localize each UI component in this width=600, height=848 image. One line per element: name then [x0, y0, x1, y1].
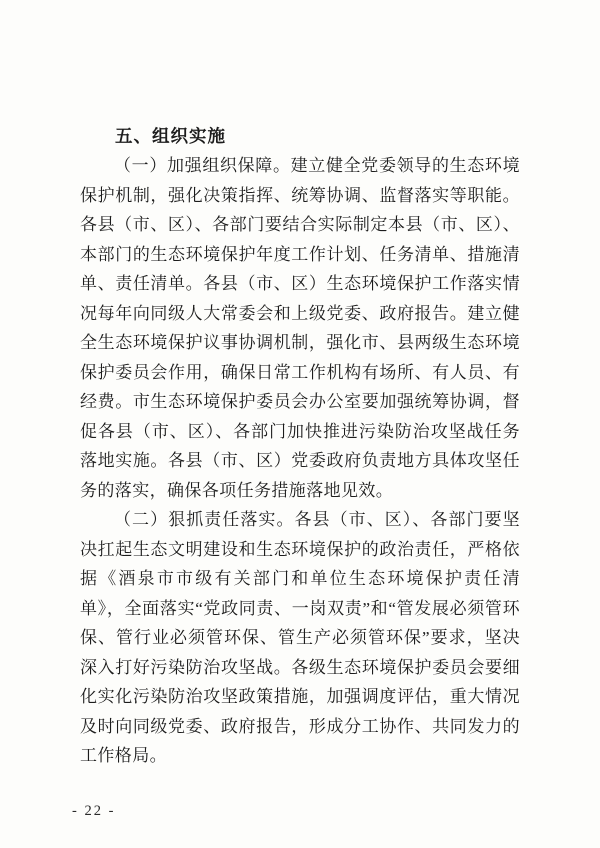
paragraph-1: （一）加强组织保障。建立健全党委领导的生态环境保护机制，强化决策指挥、统筹协调、监督落实等职能。各县（市、区）、各部门要结合实际制定本县（市、区）、本部门的生态环境保护年度工作计划、任务清单、措施清单、责任清单。各县（市、区）生态环境保护工作落实情况每年向同级人大常委会和上级党委、政府报告。建立健全生态环境保护议事协调机制，强化市、县两级生态环境保护委员会作用，确保日常工作机构有场所、有人员、有经费。市生态环境保护委员会办公室要加强统筹协调，督促各县（市、区）、各部门加快推进污染防治攻坚战任务落地实施。各县（市、区）党委政府负责地方具体攻坚任务的落实，确保各项任务措施落地见效。 — [80, 156, 520, 500]
paragraph-2: （二）狠抓责任落实。各县（市、区）、各部门要坚决扛起生态文明建设和生态环境保护的政治责任，严格依据《酒泉市市级有关部门和单位生态环境保护责任清单》，全面落实“党政同责、一岗双责”和“管发展必须管环保、管行业必须管环保、管生产必须管环保”要求，坚决深入打好污染防治攻坚战。各级生态环境保护委员会要细化实化污染防治攻坚政策措施，加强调度评估，重大情况及时向同级党委、政府报告，形成分工协作、共同发力的工作格局。 — [80, 510, 520, 765]
document-body — [80, 121, 520, 771]
section-heading: 五、组织实施 — [115, 126, 226, 146]
page-number: - 22 - — [72, 803, 116, 819]
